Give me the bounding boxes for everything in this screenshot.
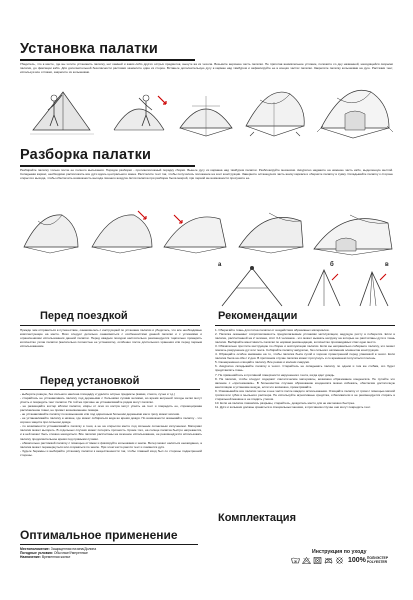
application-row-weather: Погодные условия: Обычные/Умеренные <box>20 551 88 556</box>
recommendation-item: 5. Своевременно очищайте палатку. Все ремни и молнии снаружи. <box>215 360 310 365</box>
contents-heading: Комплектация <box>218 512 296 524</box>
application-row-location: Местоположение: Защищенная низина/Долина <box>20 547 97 551</box>
fold-step-5-illustration <box>310 205 396 259</box>
folding-heading: Разборка палатки <box>20 147 152 163</box>
before-trip-heading-rule <box>20 325 200 326</box>
recommendations-heading: Рекомендации <box>218 310 298 322</box>
pitching-heading: Установка палатки <box>20 41 158 57</box>
fold-detail-label-b: б <box>330 262 334 268</box>
folding-heading-rule <box>20 165 195 167</box>
recommendation-item: 6. Аккуратно складывайте палатку в чехол. Старайтесь не складывать палатку по одним и тем же сгибам, это будет представлять ткань. <box>215 364 395 373</box>
recommendation-item: 3. Обязательно прочтите инструкцию по сборке и эксплуатации палатки. Если вы неправильно собираете палатку, это может повлечь разрушение дуг или тента. Собирайте палатку аккуратно, без сильного натяжения элементов конструкции. <box>215 344 395 353</box>
application-heading: Оптимальное применение <box>20 528 178 542</box>
no-bleach-icon <box>302 557 311 564</box>
fold-step-1-illustration <box>20 207 82 257</box>
fold-step-4-illustration <box>235 205 307 257</box>
recommendation-item: 7. Не применяйтесь в противной поверхности нарушенного тента, когда идет дождь. <box>215 372 335 377</box>
setup-step-2-illustration <box>108 84 170 142</box>
svg-text:30: 30 <box>294 560 297 564</box>
pitching-text: Убедитесь, что в месте, где вы хотите установить палатку, нет камней и каких-либо других острых предметов, вынуте ва из чехола. Возьмите верхнюю часть палатки. Не приготав внимательное условие, положите со дну названной, находящейся скорыми палатки, до фиксации кабо. Для дополнительной безопасности растяжки заземлите один из сторон. Вставьте дополнительную дугу в карман над тамбуром и зафиксируйте ее в концах частях палатки. Закрепите палатку колышками на дуге. Растяжки тент, используя все оттяжки, закрепите их колышками. <box>20 62 393 75</box>
material-badge <box>348 557 388 564</box>
material-name: ПОЛИЭСТЕР POLYESTER <box>366 556 389 564</box>
before-trip-text: Прежде чем отправиться в путешествие, ознакомьтесь с инструкцией по установке палатки и убедитесь, что все необходимые комплектующие на месте. Всех следует детально ознакомиться с особенностями данной палатки и с условиями и ограничениями использования данной палатки. Перед каждым походом настоятельно рекомендуется тщательно проверить количество узлов палатки (желательно полностью ее установить), особенно после длительного хранения или перед первым использованием. <box>20 328 202 349</box>
recommendations-list <box>215 328 395 409</box>
setup-step-1-illustration <box>28 80 98 140</box>
folding-text: Разбирайте палатку только после ее полного высыхания. Порядок разборки - противоположный порядку сборки. Выньте дугу из кармана над тамбуром палатки. Разблокируйте механизм. Аккуратно надавите на нижнюю часть кабо, выделенную желтой. Складывая каркас, необходимо расположить все дуги вдоль центрального звена. Расстелите тент так, чтобы получилось положение на зонт конструкции. Заверните остающуюся часть внизу каркаса и оберните палатку в сумку. Складывайте палатку к стороне открытого выхода, чтобы обеспечить возможность выхода лишнего воздуха. Если палатка при разборке была мокрой, при первой же возможности просушите ее. <box>20 168 393 181</box>
before-setup-heading-rule <box>20 389 200 390</box>
recommendation-item: 4. Обращайте особое внимание на то, чтобы палатка была сухой и хорошо проветренной перед упаковкой в чехол. Если палатка была на оба с 2 дня. В противном случае палатка может протухнуть и со временем получиться плесень. <box>215 352 395 361</box>
no-iron-icon <box>324 557 333 564</box>
recommendation-item: 11. Дуги и колышки должны храниться в специальных мешках, в противном случае они могут повредить тент. <box>215 404 371 409</box>
fold-detail-label-v: в <box>385 262 389 268</box>
care-heading: Инструкция по уходу <box>312 549 367 555</box>
before-setup-heading: Перед установкой <box>40 375 140 387</box>
fold-detail-illustration <box>212 262 398 310</box>
setup-step-4-illustration <box>240 80 310 142</box>
no-dryclean-icon <box>335 557 344 564</box>
recommendation-item: 1. Оберегайте ткань для пятна палатки от воздействия образивных материалов. <box>215 328 330 332</box>
application-rows <box>20 547 210 560</box>
fold-step-3-illustration <box>160 205 230 257</box>
application-heading-rule <box>20 544 198 545</box>
application-row-purpose: Назначение: Временная жилье <box>20 555 71 560</box>
setup-step-5-illustration <box>315 80 395 144</box>
care-icons-row <box>291 557 388 564</box>
pitching-heading-rule <box>20 59 195 61</box>
before-setup-text: - выберите ровную, без сильного наклона площадку и удалите острые предметы (камни, стекло, сучья и т.д.) - старайтесь не устанавливать палатку под деревьями с большими сухими ветками, во время ветреной погоды ветки могут упасть и повредить тент палатки. По той же причине не устанавливайте рядом могут палатки. - не размещайте костер вблизи палатки, искры от огня из костра могут упасть на тент и повредить ее, спровоцировав расплавление ткани, не примет возникновение пожара. - не устанавливайте палатку по возвышении или под одиночным большим деревьями как в грозу может молния. - не устанавливайте палатку в низине, где может собираться вода во время дождя. По возможности оказывайте палатку - что хорошо защита при сильном дожде. - по возможности устанавливайте палатку в тени, а не на открытом месте под сильным солнечным излучением. Материал палатки может выгореть. В отдельных случаях может потерять прочность. Кроме того, на солнце палатка быстро нагревается, и в ней может быть сложно находиться. Все палатки рассчитаны на сезонное использование, не рекомендуется использовать палатку продолжительное время под прямыми лучами. - обязательно растяжкой палатку с помощью оттяжек и фиксируйте колышками к земле. Ветер может налиться неожиданно, а палатка может перевернуться или оторваться по земле. При этом часто рвется тент и ломаются дуги. - будьте бережны и выбирайте установку палатки к вещественности так, чтобы главный вход был со стороны подветренной стороны. <box>20 392 202 457</box>
recommendation-item: 2. Палатка оказывает сопротивляемость предполагаемым условиям эксплуатации, ведущую росту в поберется. Если в палатке, рассчитанной на 2 человек, спят 3-4 человека - это может вызвать нагрузку на которые не рассчитаны дуги и ткань палатки. Выбирайте вместимость палатки по нормам рекомендации, количество производимых спас одно место. <box>215 332 395 345</box>
recommendation-item: 8. На палатки, чтобы следует содержит синтетические материалы, возможно образование конденсата. Не путайте это явление с «протеканием». В большинстве случаев образование конденсата можно избежать, обеспечив достаточную вентиляцию в установке вещую, если это возможно, проветривайте. <box>215 376 395 389</box>
fold-step-2-illustration <box>88 207 158 257</box>
no-tumble-dry-icon <box>313 557 322 564</box>
wash-30-icon <box>291 557 300 564</box>
setup-step-3-illustration <box>176 84 236 142</box>
before-trip-heading: Перед поездкой <box>40 310 128 322</box>
fold-detail-label-a: а <box>218 262 222 268</box>
material-percent: 100% <box>348 557 366 565</box>
recommendations-heading-rule <box>215 325 395 326</box>
recommendation-item: 10. Если на палатке появились разрывы, старайтесь, дождитесь место для не как можно быстрее. <box>215 400 356 405</box>
recommendation-item: 9. Упаковывайте все палатки чехлы и нее части после каждого использования. Очищайте палатку от грязи с помощью мягкой тряпки или губки и мыльного раствора. Не используйте агрессивные средства, отбеливатели и не рекомендуется стирать в стиральной машине и не гладить утюгом. <box>215 388 395 401</box>
